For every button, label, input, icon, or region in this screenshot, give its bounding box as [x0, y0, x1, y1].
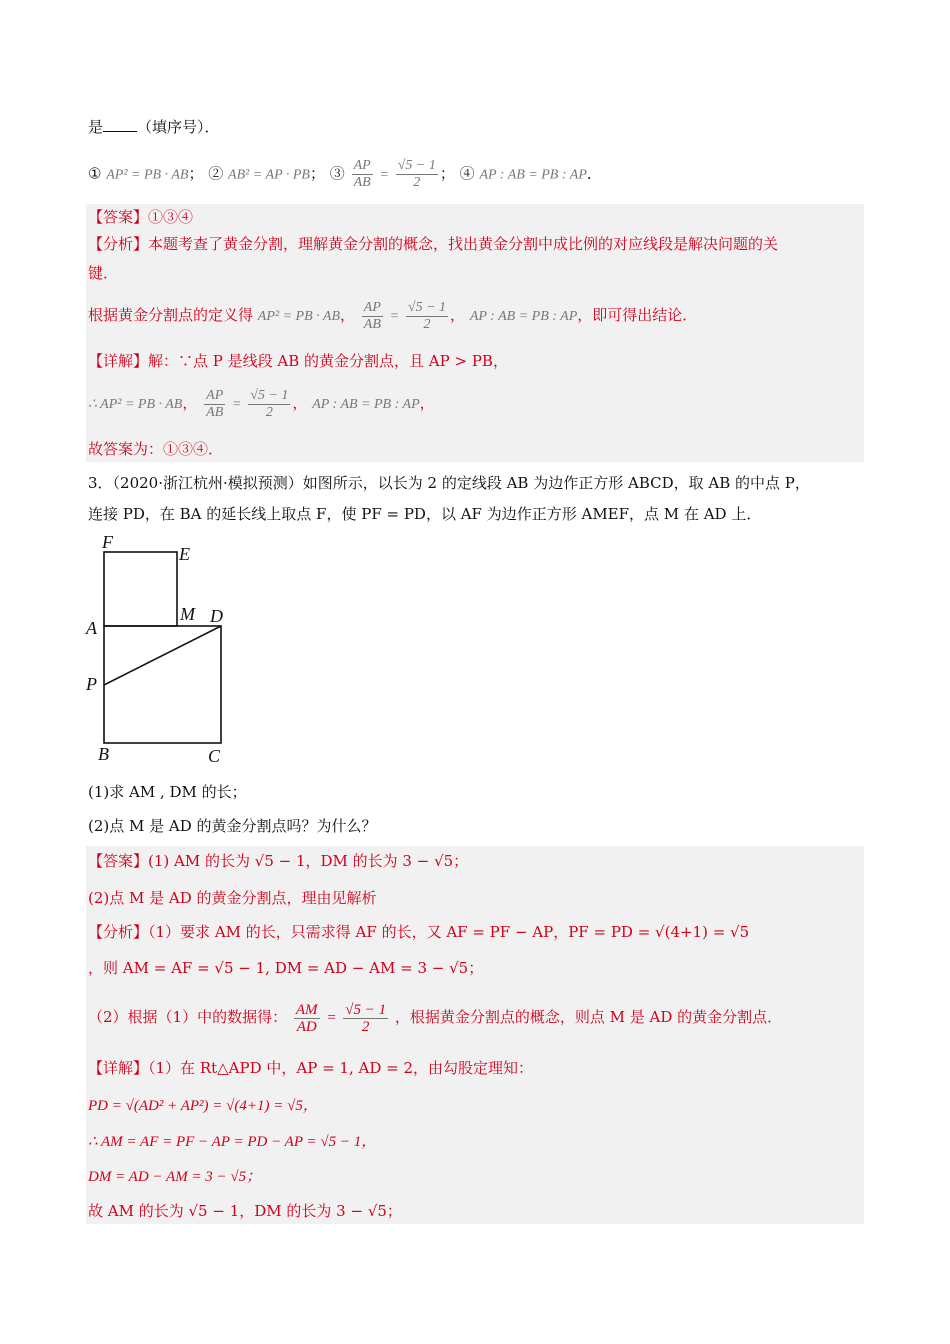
option-3-fraction: $\frac{AP}{AB}$ — [353, 158, 371, 190]
q3-detail-1 — [88, 1094, 318, 1117]
square-ABCD — [104, 626, 221, 743]
label-D: D — [210, 606, 223, 626]
q2-analysis-cont — [88, 262, 118, 284]
label-M: M — [180, 604, 195, 624]
definition-fraction: $\frac{AP}{AB}$ — [363, 299, 381, 332]
analysis-text: 本题考查了黄金分割，理解黄金分割的概念，找出黄金分割中成比例的对应线段是解决问题的关 — [148, 235, 779, 253]
answer-blank — [103, 117, 137, 132]
q2-therefore: ∴ AP² = PB · AB， $\frac{AP}{AB}$ = $\frac{√5 - 1}{2}$ ， AP : AB = PB : AP， — [88, 387, 435, 420]
final-answer: 故答案为：①③④． — [88, 440, 224, 458]
definition-text: 根据黄金分割点的定义得 — [88, 306, 254, 324]
option-3-mark: ③ — [329, 164, 345, 183]
analysis-eq: = — [326, 1010, 337, 1026]
option-2-expr: AB² = AP · PB — [228, 167, 310, 183]
q2-prefix: 是 — [88, 118, 104, 136]
label-E: E — [179, 544, 190, 564]
definition-tail: ，即可得出结论． — [577, 306, 698, 324]
label-A: A — [86, 618, 97, 638]
q2-final — [88, 438, 223, 460]
analysis-text-q3-3b: ，根据黄金分割点的概念，则点 M 是 AD 的黄金分割点． — [394, 1008, 783, 1026]
definition-golden: $\frac{√5 - 1}{2}$ — [407, 299, 447, 332]
option-1-mark: ① — [88, 164, 102, 183]
option-2-mark: ② — [208, 164, 224, 183]
q3-text-1: 3．（2020·浙江杭州·模拟预测）如图所示，以长为 2 的定线段 AB 为边作正方形 ABCD，取 AB 的中点 P， — [88, 474, 810, 492]
therefore-eq: = — [232, 397, 242, 412]
therefore-golden: $\frac{√5 - 1}{2}$ — [250, 387, 289, 420]
label-F: F — [102, 532, 113, 552]
q3-line-2 — [88, 503, 761, 525]
q2-options — [88, 158, 602, 191]
square-AMEF — [104, 552, 177, 626]
definition-eq: = — [389, 309, 400, 324]
analysis-tag: 【分析】 — [88, 235, 149, 253]
definition-expr-3: AP : AB = PB : AP — [469, 309, 578, 324]
answer-text: ①③④ — [148, 208, 194, 226]
sep-3: ； — [439, 164, 455, 183]
answer-tag-q3: 【答案】 — [88, 852, 149, 870]
detail-text: 解：∵点 P 是线段 AB 的黄金分割点，且 AP > PB， — [148, 352, 508, 370]
q2-definition: 根据黄金分割点的定义得 AP² = PB · AB， $\frac{AP}{AB}$ = $\frac{√5 - 1}{2}$ ， AP : AB = PB : AP，即可得出结论． — [88, 299, 698, 332]
therefore-expr-3: AP : AB = PB : AP — [312, 397, 420, 412]
option-end: ． — [586, 164, 602, 183]
analysis-fraction: $\frac{AM}{AD}$ — [295, 1001, 318, 1035]
q3-analysis — [88, 921, 749, 943]
analysis-golden: $\frac{√5 - 1}{2}$ — [345, 1001, 387, 1035]
segment-PD — [104, 626, 221, 685]
q3-detail-2 — [88, 1130, 376, 1153]
q2-detail — [88, 350, 508, 372]
geometry-figure — [80, 530, 250, 770]
analysis-text-q3-3a: （2）根据（1）中的数据得： — [88, 1008, 288, 1026]
q3-sub-1-text: (1)求 AM , DM 的长； — [88, 783, 247, 801]
detail-tag-q3: 【详解】 — [88, 1059, 149, 1077]
q3-sub-1 — [88, 781, 247, 803]
answer-text-q3: (1) AM 的长为 √5 − 1，DM 的长为 3 − √5； — [148, 852, 469, 870]
sep-2: ； — [309, 164, 325, 183]
q3-analysis-3 — [88, 1000, 782, 1035]
option-4-mark: ④ — [459, 164, 475, 183]
q3-answer — [88, 850, 468, 872]
detail-step-3: DM = AD − AM = 3 − √5； — [88, 1169, 262, 1185]
q3-text-2: 连接 PD，在 BA 的延长线上取点 F，使 PF = PD，以 AF 为边作正方形 AMEF，点 M 在 AD 上． — [88, 505, 762, 523]
answer-tag: 【答案】 — [88, 208, 149, 226]
q3-sub-2-text: (2)点 M 是 AD 的黄金分割点吗？为什么？ — [88, 817, 377, 835]
detail-step-1: PD = √(AD² + AP²) = √(4+1) = √5， — [88, 1098, 318, 1114]
option-3-eq: = — [379, 167, 389, 183]
option-3-golden: $\frac{√5 - 1}{2}$ — [397, 158, 436, 190]
q2-blank-line — [88, 116, 220, 138]
definition-expr-1: AP² = PB · AB — [257, 309, 340, 324]
label-P: P — [86, 674, 97, 694]
sep-1: ； — [188, 164, 204, 183]
detail-step-4: 故 AM 的长为 √5 − 1，DM 的长为 3 − √5； — [88, 1202, 402, 1220]
label-B: B — [98, 744, 109, 764]
figure-svg — [80, 530, 250, 770]
q2-analysis — [88, 233, 778, 255]
therefore-expr: ∴ AP² = PB · AB — [88, 397, 183, 412]
q2-suffix: （填序号）． — [137, 118, 220, 136]
analysis-text-q3-2: ，则 AM = AF = √5 − 1, DM = AD − AM = 3 − √5； — [88, 959, 484, 977]
detail-tag: 【详解】 — [88, 352, 149, 370]
detail-step-2: ∴ AM = AF = PF − AP = PD − AP = √5 − 1， — [88, 1134, 377, 1150]
q2-answer — [88, 206, 193, 228]
q3-detail-4 — [88, 1200, 402, 1222]
q3-line-1 — [88, 472, 810, 494]
therefore-fraction: $\frac{AP}{AB}$ — [206, 387, 224, 420]
q3-detail — [88, 1057, 533, 1079]
q3-analysis-2 — [88, 957, 483, 979]
analysis-text-cont: 键． — [88, 264, 119, 282]
option-4-expr: AP : AB = PB : AP — [479, 167, 587, 183]
q3-answer-2 — [88, 887, 377, 909]
label-C: C — [208, 746, 221, 766]
q3-detail-3 — [88, 1165, 261, 1188]
option-1-expr: AP² = PB · AB — [106, 167, 189, 183]
answer-text-q3-2: (2)点 M 是 AD 的黄金分割点，理由见解析 — [88, 889, 377, 907]
q3-sub-2 — [88, 815, 377, 837]
analysis-tag-q3: 【分析】 — [88, 923, 149, 941]
analysis-text-q3: （1）要求 AM 的长，只需求得 AF 的长，又 AF = PF − AP，PF = PD = √(4+1) = √5 — [148, 923, 750, 941]
detail-text-q3: （1）在 Rt△APD 中，AP = 1, AD = 2，由勾股定理知： — [148, 1059, 534, 1077]
